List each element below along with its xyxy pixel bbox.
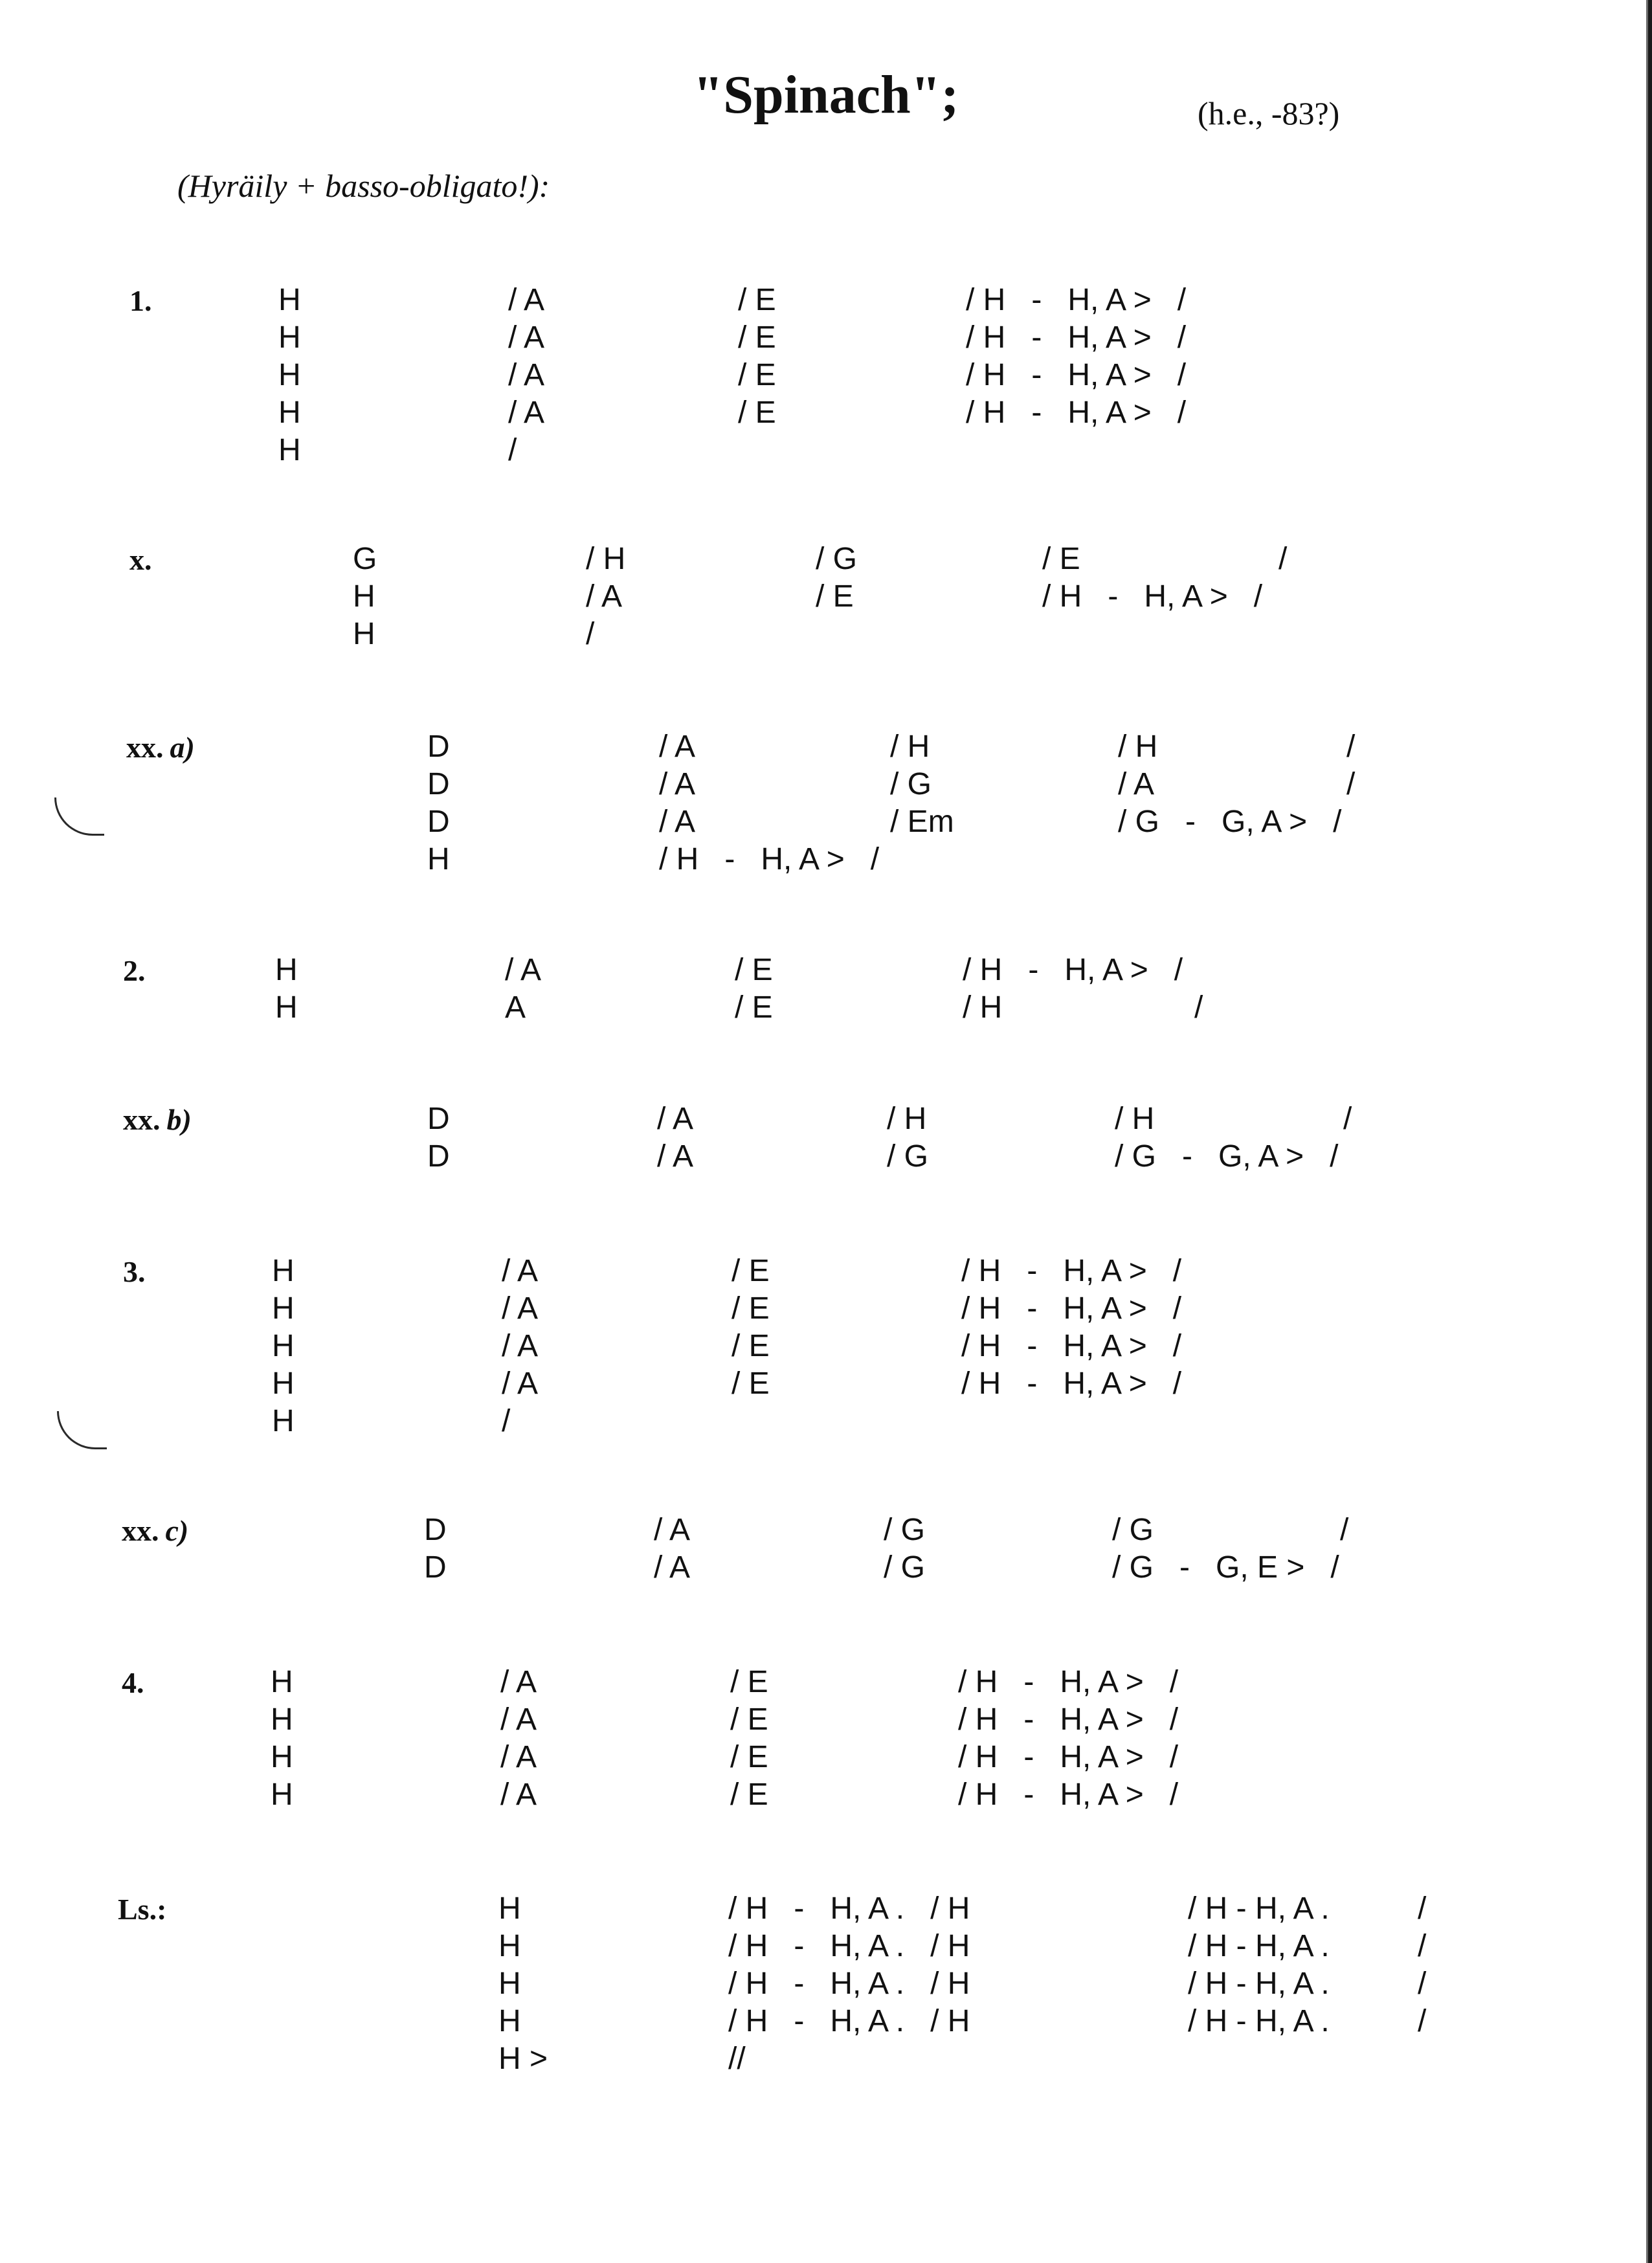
chord-cell: H > [498,2042,548,2076]
section-number: xx. [123,1103,161,1136]
chord-cell: / E [730,1778,768,1812]
chord-cell: / Em [890,805,954,839]
chord-cell: / A [657,1102,694,1136]
chord-cell: / [1418,1891,1427,1926]
chord-cell: H [278,358,301,392]
chord-cell: / A [508,358,545,392]
chord-cell: / [508,433,517,467]
chord-cell: / A [508,320,545,355]
chord-cell: / H - H, A . [1188,2004,1330,2038]
chord-cell: / H [963,990,1003,1025]
chord-cell: / G [884,1550,926,1585]
section-variant: a) [170,731,195,764]
chord-cell: / E [738,283,776,317]
chord-cell: / H - H, A > / [963,953,1183,987]
chord-cell: H [278,433,301,467]
chord-cell: / H - H, A > / [966,320,1187,355]
chord-cell: / A [508,283,545,317]
chord-cell: / A [586,579,623,614]
chord-cell: / H - H, A > / [958,1702,1179,1737]
chord-cell: / H - H, A > / [961,1291,1182,1326]
chord-cell: H [353,617,375,651]
chord-cell: / A [502,1366,539,1401]
section-label [122,1668,144,1698]
punch-hole-mark [54,797,104,836]
chord-cell: H [498,1967,521,2001]
chord-cell: / E [731,1329,770,1363]
chord-cell: / G [816,542,858,576]
chord-cell: / G [890,767,932,801]
chord-cell: / G [887,1139,929,1174]
chord-cell: H [498,1891,521,1926]
chord-cell: / H - H, A > / [1042,579,1263,614]
chord-cell: H [272,1366,295,1401]
chord-cell: / E [738,396,776,430]
chord-cell: / E [1042,542,1080,576]
chord-cell: / [502,1404,511,1438]
chord-cell: / H [887,1102,927,1136]
section-label [118,1895,166,1924]
section-number: xx. [126,731,164,764]
chord-cell: / E [738,320,776,355]
chord-cell: D [427,805,450,839]
chord-cell: / H [586,542,626,576]
chord-cell: / A [654,1550,691,1585]
chord-cell: G [353,542,377,576]
chord-cell: / A [500,1778,537,1812]
chord-cell: H [278,396,301,430]
chord-cell: / H - H, A . / H [728,1891,970,1926]
chord-cell: / H [1115,1102,1155,1136]
chord-cell: D [424,1513,447,1547]
chord-cell: H [272,1329,295,1363]
chord-cell: / H - H, A > / [966,358,1187,392]
chord-cell: / G [884,1513,926,1547]
chord-cell: / E [731,1366,770,1401]
chord-cell: D [427,767,450,801]
chord-cell: H [275,953,298,987]
chord-cell: / H [1118,730,1158,764]
chord-cell: / [1343,1102,1352,1136]
chord-cell: / E [730,1740,768,1774]
chord-cell: // [728,2042,746,2076]
chord-cell: H [278,320,301,355]
chord-cell: / H - H, A > / [659,842,880,876]
scan-edge [1638,0,1652,2263]
chord-cell: / H - H, A > / [961,1329,1182,1363]
chord-cell: / H - H, A > / [966,396,1187,430]
chord-cell: / E [731,1254,770,1288]
section-label [123,956,146,986]
section-label [129,545,152,575]
chord-cell: / H - H, A . / H [728,2004,970,2038]
section-number: xx. [122,1514,159,1547]
section-label [123,1257,146,1287]
section-variant: c) [165,1514,189,1547]
chord-cell: / A [659,767,696,801]
chord-cell: / A [505,953,542,987]
chord-cell: H [278,283,301,317]
section-number: 3. [123,1255,146,1288]
chord-cell: / A [500,1702,537,1737]
section-label [122,1516,188,1546]
section-number: 4. [122,1666,144,1699]
chord-cell: / H - H, A . [1188,1891,1330,1926]
chord-cell: / E [738,358,776,392]
chord-cell: / A [1118,767,1155,801]
author-credit: (h.e., -83?) [1198,95,1340,131]
section-number: 2. [123,954,146,987]
chord-cell: / [1418,1929,1427,1963]
chord-cell: / [1346,767,1356,801]
chord-cell: H [353,579,375,614]
chord-cell: / [1340,1513,1349,1547]
section-number: 1. [129,284,152,317]
chord-cell: / A [508,396,545,430]
chord-cell: H [498,2004,521,2038]
chord-cell: H [272,1254,295,1288]
section-variant: b) [166,1103,192,1136]
chord-cell: H [271,1702,293,1737]
performance-note: (Hyräily + basso-obligato!): [177,168,550,204]
chord-cell: H [271,1778,293,1812]
chord-cell: / [586,617,595,651]
chord-cell: / G - G, A > / [1115,1139,1339,1174]
chord-cell: / E [735,990,773,1025]
song-title: "Spinach"; [693,65,959,125]
chord-cell: / H - H, A . / H [728,1929,970,1963]
chord-cell: / E [730,1665,768,1699]
chord-cell: H [275,990,298,1025]
chord-cell: / E [731,1291,770,1326]
section-label [126,733,195,763]
section-label [129,286,152,316]
chord-cell: D [424,1550,447,1585]
chord-cell: / H - H, A . [1188,1929,1330,1963]
chord-cell: / A [659,730,696,764]
chord-cell: H [498,1929,521,1963]
chord-cell: / A [502,1254,539,1288]
chord-cell: / [1418,1967,1427,2001]
chord-cell: / [1418,2004,1427,2038]
chord-cell: D [427,1102,450,1136]
chord-cell: / A [500,1665,537,1699]
chord-cell: H [272,1291,295,1326]
chord-cell: / A [659,805,696,839]
chord-cell: / A [654,1513,691,1547]
chord-cell: / E [730,1702,768,1737]
chord-cell: H [272,1404,295,1438]
chord-cell: / [1194,990,1203,1025]
chord-cell: / E [816,579,854,614]
chord-cell: / A [502,1329,539,1363]
chord-cell: D [427,730,450,764]
chord-cell: / G [1112,1513,1154,1547]
chord-cell: / A [502,1291,539,1326]
section-label [123,1105,192,1135]
chord-cell: / E [735,953,773,987]
chord-cell: / [1278,542,1288,576]
chord-cell: A [505,990,526,1025]
chord-cell: / G - G, A > / [1118,805,1342,839]
chord-cell: / H - H, A > / [961,1366,1182,1401]
chord-cell: / H - H, A > / [958,1740,1179,1774]
punch-hole-mark [57,1411,107,1449]
chord-cell: / A [500,1740,537,1774]
chord-cell: / A [657,1139,694,1174]
chord-cell: / G - G, E > / [1112,1550,1339,1585]
chord-cell: H [271,1665,293,1699]
chord-cell: H [271,1740,293,1774]
chord-cell: H [427,842,450,876]
chord-cell: / H - H, A . [1188,1967,1330,2001]
section-number: Ls.: [118,1893,167,1926]
chord-cell: / H - H, A > / [958,1778,1179,1812]
chord-cell: / H - H, A > / [961,1254,1182,1288]
chord-cell: / [1346,730,1356,764]
chord-cell: D [427,1139,450,1174]
chord-cell: / H - H, A > / [966,283,1187,317]
chord-cell: / H [890,730,930,764]
chord-cell: / H - H, A > / [958,1665,1179,1699]
chord-cell: / H - H, A . / H [728,1967,970,2001]
section-number: x. [129,543,152,576]
